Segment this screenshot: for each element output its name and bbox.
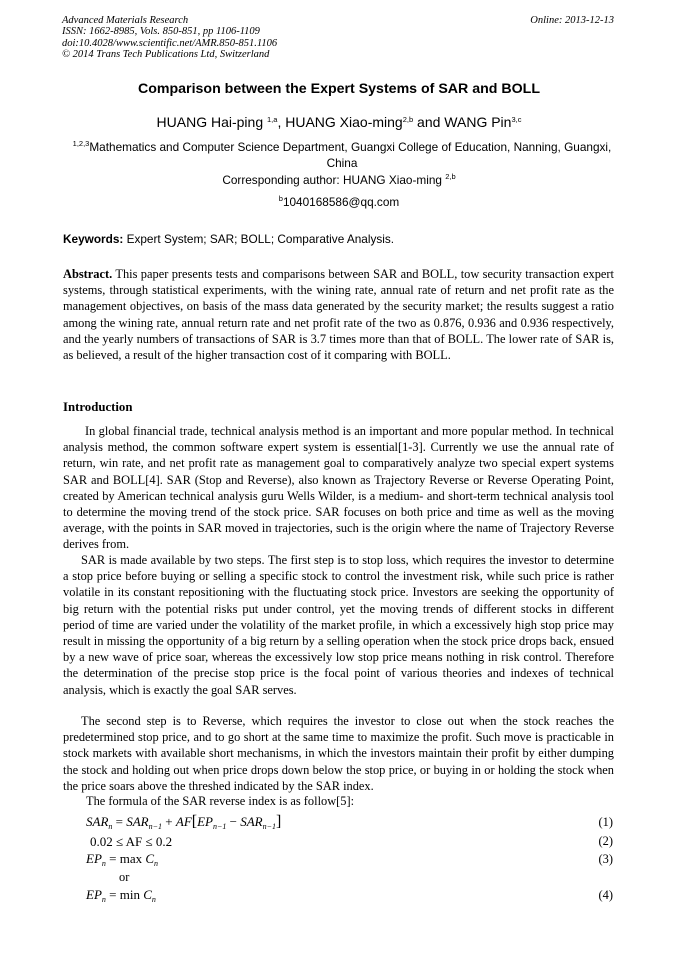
affiliation-sup: 1,2,3 bbox=[72, 139, 90, 148]
abstract-label: Abstract. bbox=[63, 267, 113, 281]
corresponding-text: Corresponding author: HUANG Xiao-ming bbox=[222, 173, 446, 187]
email-text[interactable]: 1040168586@qq.com bbox=[282, 195, 400, 209]
author-name: WANG Pin bbox=[444, 114, 512, 130]
equation-2-number: (2) bbox=[598, 834, 613, 848]
abstract bbox=[63, 266, 614, 363]
abstract-text: This paper presents tests and comparisons between SAR and BOLL, tow security transaction expert systems, through statistical experiments, with the wining rate, annual rate of return and net profit rate as the management objectives, on basis of the mass data generated by the security market; the results suggest a ratio among the wining rate, annual return rate and net profit rate of the two as 0.876, 0.936 and 0.936 respectively, and the yearly numbers of transactions of SAR is 3.7 times more than that of BOLL. The lower rate of SAR is, as believed, a result of the higher transaction cost of it comparing with BOLL. bbox=[63, 267, 614, 363]
intro-paragraph-1: In global financial trade, technical analysis method is an important and more popular method. In technical analysis method, the common software expert system is essential[1-3]. Currently we use the annual rate of return, win rate, and net profit rate as management goal to comparatively analyze two special expert systems SAR and BOLL[4]. SAR (Stop and Reverse), also known as Trajectory Reverse or Reverse Operating Point, created by American technical analysis guru Wells Wilder, is a medium- and short-term technical analysis tool to determine the moving trend of the stock price. SAR focuses on both price and time as well as the moving average, with the points in SAR moved in trajectories, such is the origin where the name of Trajectory Reverse derives from. bbox=[63, 424, 614, 552]
equation-1: $SAR_n = SAR_{n-1} + AF[EP_{n-1} - SAR_{n-1}]$ bbox=[86, 813, 282, 831]
issn-line: ISSN: 1662-8985, Vols. 850-851, pp 1106-1109 bbox=[62, 26, 260, 38]
author-name: HUANG Hai-ping bbox=[156, 114, 268, 130]
corresponding-author bbox=[0, 173, 678, 187]
journal-name: Advanced Materials Research bbox=[62, 15, 189, 26]
keywords bbox=[63, 232, 394, 246]
author-sup: 1,a bbox=[267, 115, 278, 124]
keywords-text: Expert System; SAR; BOLL; Comparative Analysis. bbox=[123, 232, 395, 246]
email-sup: b bbox=[278, 194, 283, 203]
author-separator: and bbox=[413, 114, 445, 130]
intro-paragraph-3: The second step is to Reverse, which requires the investor to close out when the stock reaches the predetermined stop price, and to go short at the same time to maximize the profit. Such move is practicable in stock markets with available short mechanisms, in which the investors maintain their profit by either dumping the stock and holding out when price drops down below the stop price, or buying in or holding the stock when the price soars above the threshed indicated by the SAR index. bbox=[63, 714, 614, 793]
keywords-label: Keywords: bbox=[63, 232, 124, 246]
online-date: Online: 2013-12-13 bbox=[530, 15, 614, 26]
equation-or: or bbox=[119, 870, 130, 884]
corresponding-sup: 2,b bbox=[445, 172, 456, 181]
author-list bbox=[0, 114, 678, 130]
paper-title: Comparison between the Expert Systems of SAR and BOLL bbox=[137, 81, 541, 97]
affiliation-text: Mathematics and Computer Science Department, Guangxi College of Education, Nanning, Guangxi, China bbox=[89, 140, 612, 170]
equation-3-number: (3) bbox=[598, 852, 613, 866]
equation-1-number: (1) bbox=[598, 815, 613, 829]
author-sup: 2,b bbox=[402, 115, 414, 124]
equation-3: $EP_n = \max C_n$ bbox=[86, 851, 159, 868]
equation-2: 0.02 ≤ AF ≤ 0.2 bbox=[90, 834, 173, 849]
doi-line[interactable]: doi:10.4028/www.scientific.net/AMR.850-851.1106 bbox=[62, 37, 278, 49]
equation-4-number: (4) bbox=[598, 888, 613, 902]
formula-intro: The formula of the SAR reverse index is as follow[5]: bbox=[86, 794, 355, 808]
copyright-line: © 2014 Trans Tech Publications Ltd, Switzerland bbox=[62, 49, 270, 61]
author-sup: 3,c bbox=[511, 115, 522, 124]
equation-4: $EP_n = \min C_n$ bbox=[86, 887, 156, 904]
author-name: HUANG Xiao-ming bbox=[285, 114, 403, 130]
section-heading-introduction: Introduction bbox=[63, 400, 133, 414]
affiliation bbox=[72, 139, 612, 171]
intro-paragraph-2: SAR is made available by two steps. The first step is to stop loss, which requires the investor to determine a stop price before buying or selling a specific stock to control the investment risk, while such price is rather volatile in its constant repositioning with the fluctuating stock price. Investors are seeking the opportunity of big return with the potential risks put under control, yet the moving trends of different stocks in different period of time are varied under the volatility of the market profile, in which a excessively high stop price may result in missing the opportunity of a big return by a selling operation when the stock price drops back, ensued by a new wave of price soar, whereas the excessively low stop price means nothing in risk control. Therefore the determination of the precise stop price is the focal point of various theories and indexes of technical analysis, which is exactly the goal SAR serves. bbox=[63, 553, 614, 697]
journal-header bbox=[62, 15, 277, 61]
author-email[interactable] bbox=[0, 195, 678, 209]
author-separator: , bbox=[277, 114, 286, 130]
